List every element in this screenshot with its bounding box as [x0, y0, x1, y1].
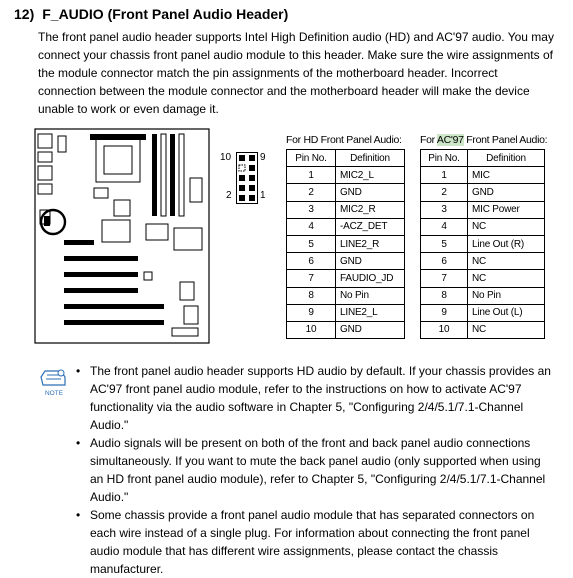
ac97-header-pin: Pin No.	[421, 150, 468, 167]
ac97-pin-definition: MIC	[468, 167, 545, 184]
hd-row	[287, 184, 405, 201]
pin-label-10: 10	[220, 152, 232, 163]
hd-row	[287, 253, 405, 270]
hd-row	[287, 287, 405, 304]
ac97-pin-definition: MIC Power	[468, 201, 545, 218]
ac97-row	[421, 184, 545, 201]
hd-pin-definition: GND	[336, 253, 405, 270]
motherboard-diagram	[34, 128, 210, 344]
intro-paragraph: The front panel audio header supports Intel High Definition audio (HD) and AC'97 audio. You may connect your chassis front panel audio module to this header. Make sure the wire assignments of the module connector match the pin assignments of the motherboard header. Incorrect connection between the module connector and the motherboard header will make the device unable to work or even damage it.	[38, 30, 554, 116]
hd-pin-table	[286, 149, 405, 339]
hd-pin-number: 4	[287, 218, 336, 235]
hd-row	[287, 270, 405, 287]
ac97-pin-definition: NC	[468, 253, 545, 270]
ac97-pin-table	[420, 149, 545, 339]
hd-pin-definition: -ACZ_DET	[336, 218, 405, 235]
ac97-pin-table-block	[420, 134, 547, 339]
ac97-pin-number: 2	[421, 184, 468, 201]
hd-pin-definition: MIC2_L	[336, 167, 405, 184]
ac97-pin-number: 3	[421, 201, 468, 218]
note-item: • The front panel audio header supports HD audio by default. If your chassis provides an AC'97 front panel audio module, refer to the instructions on how to activate AC'97 functionality via the audio software in Chapter 5, "Configuring 2/4/5.1/7.1-Channel Audio."	[74, 362, 554, 434]
note-icon-label: NOTE	[44, 390, 64, 397]
ac97-pin-definition: NC	[468, 218, 545, 235]
pin-label-9: 9	[260, 152, 266, 163]
hd-table-caption: For HD Front Panel Audio:	[286, 134, 402, 146]
section-title: F_AUDIO (Front Panel Audio Header)	[42, 6, 289, 22]
hd-pin-number: 3	[287, 201, 336, 218]
ac97-pin-definition: Line Out (L)	[468, 304, 545, 321]
ac97-pin-number: 9	[421, 304, 468, 321]
hd-row	[287, 235, 405, 252]
hd-header-definition: Definition	[336, 150, 405, 167]
hd-pin-definition: No Pin	[336, 287, 405, 304]
ac97-pin-number: 6	[421, 253, 468, 270]
ac97-caption-highlight: AC'97	[436, 134, 464, 146]
ac97-row	[421, 218, 545, 235]
hd-pin-definition: LINE2_L	[336, 304, 405, 321]
hd-pin-number: 1	[287, 167, 336, 184]
ac97-caption-prefix: For	[420, 134, 437, 146]
hd-row	[287, 201, 405, 218]
ac97-pin-number: 7	[421, 270, 468, 287]
ac97-row	[421, 287, 545, 304]
section-number: 12)	[14, 6, 35, 22]
section-heading	[14, 6, 288, 22]
hd-pin-definition: MIC2_R	[336, 201, 405, 218]
note-icon	[37, 367, 71, 397]
hd-pin-definition: LINE2_R	[336, 235, 405, 252]
hd-pin-number: 10	[287, 321, 336, 338]
ac97-pin-number: 10	[421, 321, 468, 338]
ac97-pin-definition: NC	[468, 321, 545, 338]
ac97-pin-definition: NC	[468, 270, 545, 287]
ac97-pin-number: 8	[421, 287, 468, 304]
ac97-pin-definition: GND	[468, 184, 545, 201]
hd-pin-number: 9	[287, 304, 336, 321]
ac97-row	[421, 235, 545, 252]
ac97-pin-number: 5	[421, 235, 468, 252]
hd-row	[287, 304, 405, 321]
hd-pin-number: 2	[287, 184, 336, 201]
ac97-pin-definition: No Pin	[468, 287, 545, 304]
ac97-pin-number: 1	[421, 167, 468, 184]
ac97-table-caption	[420, 134, 547, 149]
note-item: • Some chassis provide a front panel audio module that has separated connectors on each wire instead of a single plug. For information about connecting the front panel audio module that has different wire assignments, please contact the chassis manufacturer.	[74, 506, 554, 578]
ac97-row	[421, 253, 545, 270]
ac97-pin-number: 4	[421, 218, 468, 235]
hd-row	[287, 321, 405, 338]
hd-pin-number: 8	[287, 287, 336, 304]
pin-label-1: 1	[260, 190, 266, 201]
ac97-caption-suffix: Front Panel Audio:	[463, 134, 548, 146]
header-pins-icon	[236, 152, 258, 204]
hd-pin-definition: FAUDIO_JD	[336, 270, 405, 287]
hd-pin-definition: GND	[336, 184, 405, 201]
ac97-pin-definition: Line Out (R)	[468, 235, 545, 252]
ac97-row	[421, 167, 545, 184]
hd-row	[287, 218, 405, 235]
hd-pin-number: 5	[287, 235, 336, 252]
ac97-row	[421, 321, 545, 338]
hd-pin-table-block	[286, 134, 405, 339]
note-item: • Audio signals will be present on both of the front and back panel audio connections simultaneously. If you want to mute the back panel audio (only supported when using an HD front panel audio module), refer to Chapter 5, "Configuring 2/4/5.1/7.1-Channel Audio."	[74, 434, 554, 506]
pin-label-2: 2	[226, 190, 232, 201]
hd-pin-definition: GND	[336, 321, 405, 338]
notes-list	[74, 362, 554, 578]
hd-pin-number: 6	[287, 253, 336, 270]
hd-pin-number: 7	[287, 270, 336, 287]
ac97-row	[421, 201, 545, 218]
hd-row	[287, 167, 405, 184]
ac97-row	[421, 270, 545, 287]
hd-header-pin: Pin No.	[287, 150, 336, 167]
ac97-header-definition: Definition	[468, 150, 545, 167]
ac97-row	[421, 304, 545, 321]
header-pin-diagram	[222, 150, 272, 206]
